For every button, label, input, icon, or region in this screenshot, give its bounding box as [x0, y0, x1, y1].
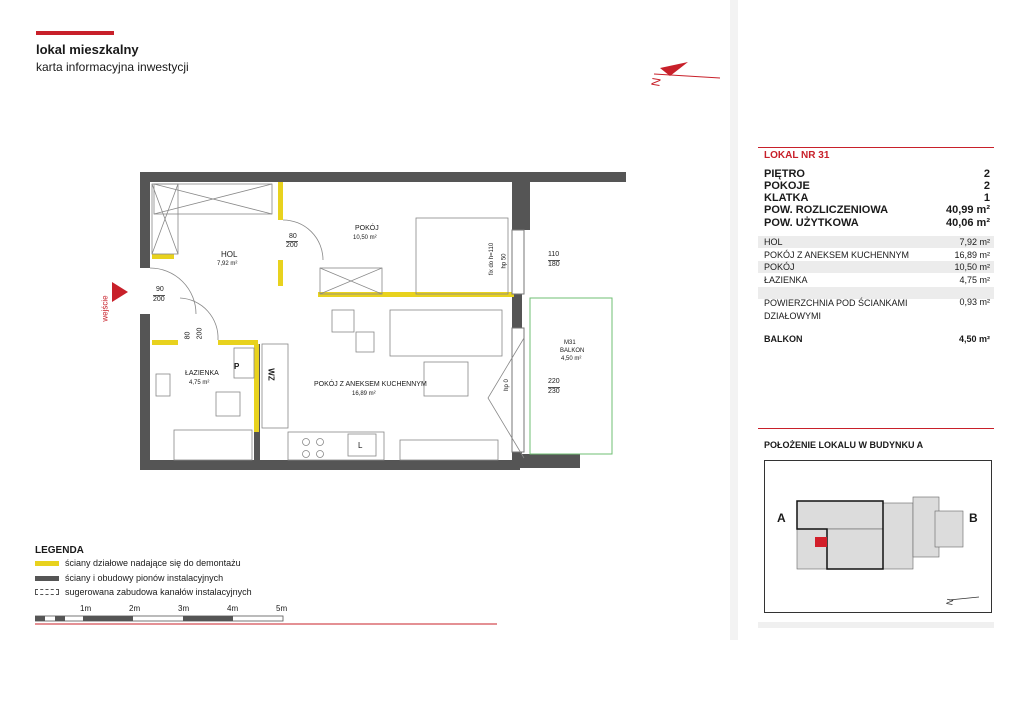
building-location-map [764, 460, 992, 613]
room-row-pokoj [764, 262, 990, 272]
room-salon-label: POKÓJ Z ANEKSEM KUCHENNYM [314, 381, 427, 388]
room-label: POKÓJ Z ANEKSEM KUCHENNYM [764, 250, 910, 260]
entrance-label: wejście [100, 295, 110, 322]
balcony-area: 4,50 m² [561, 356, 582, 362]
info-label: POW. UŻYTKOWA [764, 217, 859, 229]
header-accent-bar [36, 31, 114, 35]
room-row-lazienka [764, 275, 990, 285]
room-salon-area: 16,89 m² [352, 391, 376, 397]
balcony-info-label: BALKON [764, 334, 803, 344]
legend-item-channels [35, 587, 252, 597]
balcony-sub-label: BALKON [560, 348, 585, 354]
room-pokoj-area: 10,50 m² [353, 235, 377, 241]
partition-value: 0,93 m² [959, 297, 990, 307]
wing-b-label: B [969, 511, 978, 525]
info-row-klatka [764, 192, 990, 204]
info-value: 40,06 m² [945, 217, 990, 229]
room-hol-area: 7,92 m² [217, 261, 238, 267]
room-value: 4,75 m² [959, 275, 990, 285]
room-label: POKÓJ [764, 262, 795, 272]
window1-note1: fix do h=110 [489, 242, 496, 276]
balcony-label: M31 [564, 340, 576, 346]
room-row-salon [764, 250, 990, 260]
info-value: 2 [983, 168, 990, 180]
scale-label-4m: 4m [227, 604, 239, 613]
legend-label: ściany i obudowy pionów instalacyjnych [65, 573, 224, 583]
building-outline [795, 491, 965, 576]
info-row-pow-uzytkowa [764, 217, 990, 229]
room-value: 10,50 m² [954, 262, 990, 272]
lokal-number: LOKAL NR 31 [764, 150, 830, 161]
window1-note2: hp 50 [501, 253, 508, 269]
legend-title: LEGENDA [35, 545, 84, 556]
partition-label: POWIERZCHNIA POD ŚCIANKAMI DZIAŁOWYMI [764, 298, 908, 321]
room-lazienka-label: ŁAZIENKA [185, 370, 219, 377]
page-title: lokal mieszkalny [36, 42, 139, 57]
info-label: PIĘTRO [764, 168, 805, 180]
wing-a-label: A [777, 511, 786, 525]
lokal-topline [758, 147, 994, 148]
panel-footer-band [758, 622, 994, 628]
room-label: HOL [764, 237, 783, 247]
door-width: 80 [289, 233, 297, 240]
scale-label-2m: 2m [129, 604, 141, 613]
svg-text:N: N [648, 76, 664, 88]
info-label: POKOJE [764, 180, 810, 192]
window1-width: 110 [548, 251, 560, 258]
info-row-pietro [764, 168, 990, 180]
legend-swatch-grey [35, 576, 59, 581]
map-north-arrow-icon [943, 591, 983, 609]
window2-height: 230 [548, 388, 560, 395]
info-row-pokoje [764, 180, 990, 192]
scale-label-3m: 3m [178, 604, 190, 613]
info-label: POW. ROZLICZENIOWA [764, 204, 889, 216]
scale-bar [35, 614, 500, 626]
room-lazienka-area: 4,75 m² [189, 380, 210, 386]
scale-label-1m: 1m [80, 604, 92, 613]
room-row-hol [764, 237, 990, 247]
fixture-wz: WZ [266, 368, 276, 381]
legend-item-demountable [35, 558, 241, 568]
legend-swatch-yellow [35, 561, 59, 566]
legend-swatch-dashed [35, 589, 59, 595]
scale-label-5m: 5m [276, 604, 288, 613]
window2-width: 220 [548, 378, 560, 385]
info-value: 2 [983, 180, 990, 192]
fixture-p: P [234, 362, 240, 371]
bath-door-width: 80 [184, 331, 192, 340]
room-label: ŁAZIENKA [764, 275, 808, 285]
bath-door-height: 200 [196, 327, 204, 340]
entrance-door-height: 200 [153, 296, 165, 303]
balcony-info-value: 4,50 m² [958, 334, 990, 344]
legend-label: sugerowana zabudowa kanałów instalacyjnych [65, 587, 252, 597]
entrance-door-width: 90 [156, 286, 164, 293]
window1-height: 180 [548, 261, 560, 268]
location-title: POŁOŻENIE LOKALU W BUDYNKU A [764, 440, 924, 450]
legend-item-walls [35, 573, 223, 583]
north-arrow-icon [640, 52, 730, 97]
fixture-l: L [358, 441, 363, 450]
panel-divider [730, 0, 738, 640]
info-value: 1 [983, 192, 990, 204]
window2-note: hp 0 [503, 379, 510, 391]
apartment-marker [815, 537, 827, 547]
info-panel [738, 0, 1024, 724]
svg-text:N: N [944, 597, 956, 606]
room-value: 16,89 m² [954, 250, 990, 260]
room-pokoj-label: POKÓJ [355, 225, 379, 232]
legend-label: ściany działowe nadające się do demontażu [65, 558, 241, 568]
page-subtitle: karta informacyjna inwestycji [36, 60, 189, 74]
room-value: 7,92 m² [959, 237, 990, 247]
floor-plan [108, 168, 628, 478]
section-divider [758, 428, 994, 429]
info-label: KLATKA [764, 192, 809, 204]
door-height: 200 [286, 242, 298, 249]
room-hol-label: HOL [221, 250, 238, 259]
info-row-pow-rozliczeniowa [764, 204, 990, 216]
info-value: 40,99 m² [945, 204, 990, 216]
